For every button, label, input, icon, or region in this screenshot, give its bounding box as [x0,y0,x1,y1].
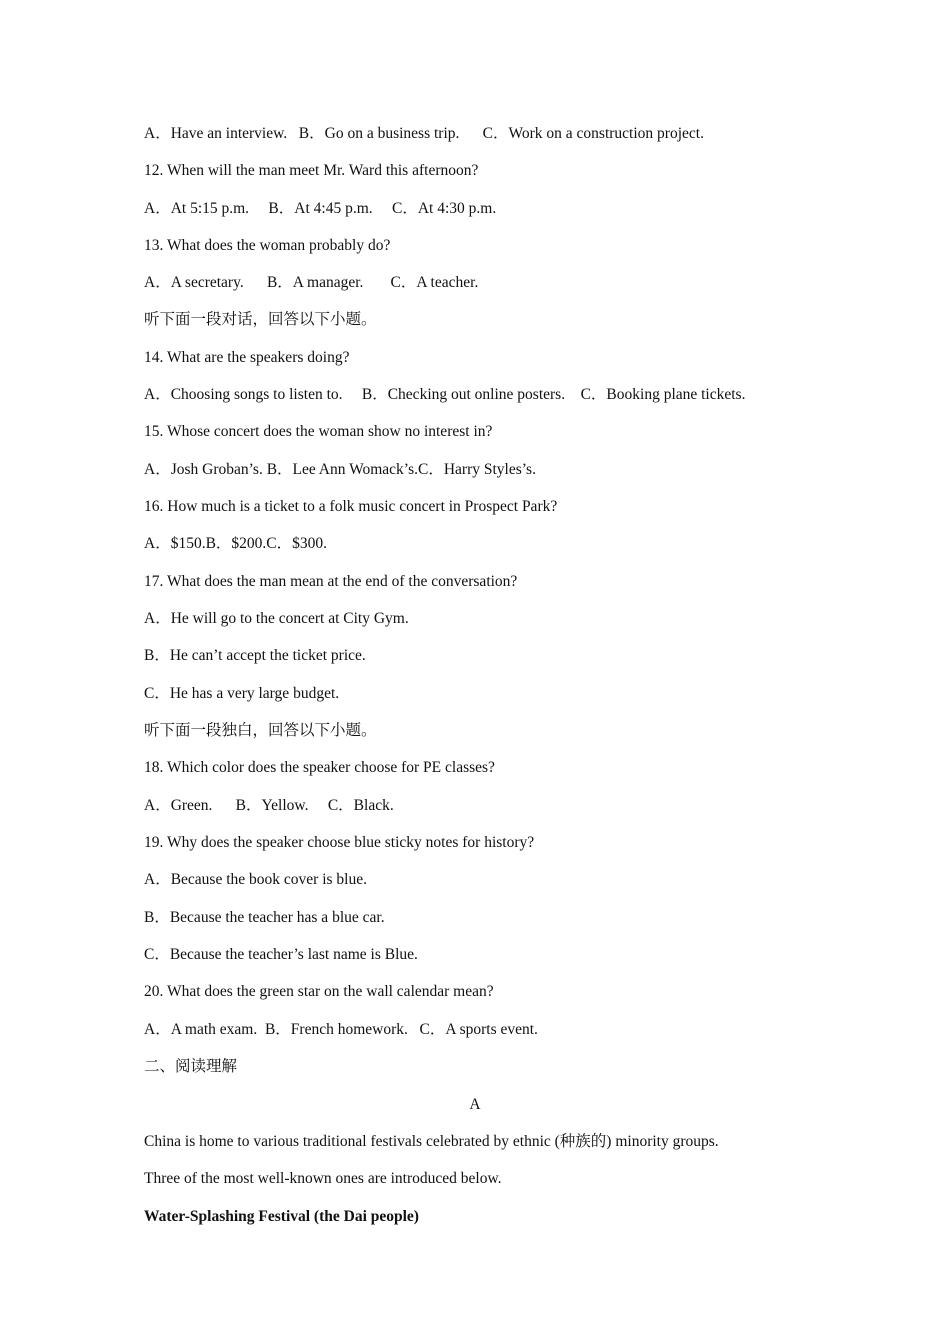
q18-options: A．Green. B．Yellow. C．Black. [144,797,394,814]
q14-question: 14. What are the speakers doing? [144,349,350,366]
q17-question: 17. What does the man mean at the end of the conversation? [144,573,518,590]
section-heading-reading: 二、阅读理解 [144,1058,238,1075]
q19-option-a: A．Because the book cover is blue. [144,871,367,888]
q19-option-b: B．Because the teacher has a blue car. [144,909,385,926]
q17-option-c: C．He has a very large budget. [144,685,340,702]
q11-options: A．Have an interview. B．Go on a business trip. C．Work on a construction project. [144,125,704,142]
q17-option-b: B．He can’t accept the ticket price. [144,647,366,664]
passage-label: A [469,1096,481,1113]
passage-paragraph-continued: Three of the most well-known ones are introduced below. [144,1170,502,1187]
passage-paragraph: China is home to various traditional festivals celebrated by ethnic (种族的) minority groups. [144,1133,719,1150]
q18-question: 18. Which color does the speaker choose for PE classes? [144,759,495,776]
q12-options: A．At 5:15 p.m. B．At 4:45 p.m. C．At 4:30 p.m. [144,200,497,217]
q15-question: 15. Whose concert does the woman show no interest in? [144,423,493,440]
q13-question: 13. What does the woman probably do? [144,237,391,254]
q13-options: A．A secretary. B．A manager. C．A teacher. [144,274,479,291]
monologue-instruction: 听下面一段独白，回答以下小题。 [144,722,377,739]
dialogue-instruction: 听下面一段对话，回答以下小题。 [144,311,377,328]
q15-options: A．Josh Groban’s. B．Lee Ann Womack’s.C．Harry Styles’s. [144,461,536,478]
q12-question: 12. When will the man meet Mr. Ward this afternoon? [144,162,479,179]
q20-question: 20. What does the green star on the wall calendar mean? [144,983,494,1000]
q20-options: A．A math exam. B．French homework. C．A sports event. [144,1021,538,1038]
q16-options: A．$150.B．$200.C．$300. [144,535,327,552]
q17-option-a: A．He will go to the concert at City Gym. [144,610,409,627]
q14-options: A．Choosing songs to listen to. B．Checking out online posters. C．Booking plane tickets. [144,386,746,403]
q19-question: 19. Why does the speaker choose blue sticky notes for history? [144,834,535,851]
festival-heading: Water-Splashing Festival (the Dai people) [144,1208,419,1225]
q19-option-c: C．Because the teacher’s last name is Blue. [144,946,418,963]
q16-question: 16. How much is a ticket to a folk music concert in Prospect Park? [144,498,558,515]
